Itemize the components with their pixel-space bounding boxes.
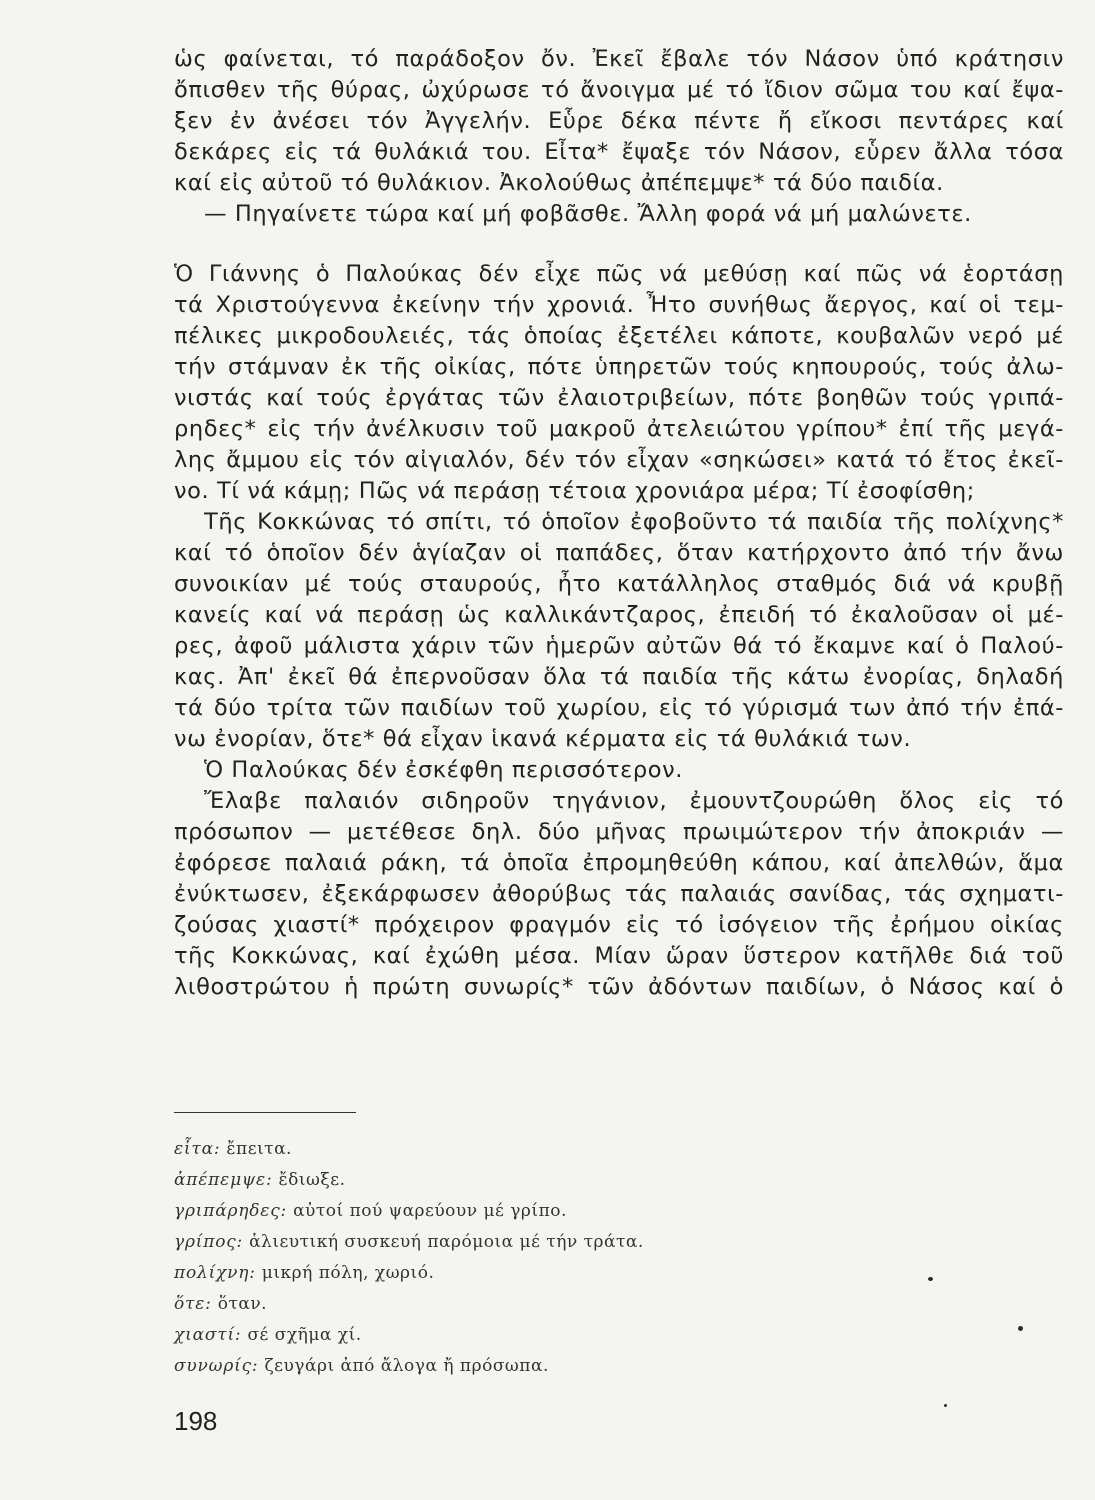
footnote-item — [174, 1320, 874, 1351]
footnote-definition: ἔδιωξε. — [278, 1170, 346, 1190]
footnote-definition: αὐτοί πού ψαρεύουν μέ γρίπο. — [293, 1201, 567, 1221]
text-line: ὄπισθεν τῆς θύρας, ὠχύρωσε τό ἄνοιγμα μέ τό ἴδιον σῶμα του καί ἔψα- — [174, 77, 1064, 103]
footnote-definition: μικρή πόλη, χωριό. — [261, 1263, 435, 1283]
text-line: λιθοστρώτου ἡ πρώτη συνωρίς* τῶν ἀδόντων παιδίων, ὁ Νάσος καί ὁ — [174, 974, 1064, 1000]
text-line: τῆς Κοκκώνας, καί ἐχώθη μέσα. Μίαν ὥραν ὕστερον κατῆλθε διά τοῦ — [174, 943, 1064, 969]
footnote-definition: ζευγάρι ἀπό ἄλογα ἤ πρόσωπα. — [264, 1356, 549, 1376]
footnote-term: πολίχνη: — [174, 1263, 256, 1283]
footnote-separator — [174, 1112, 356, 1113]
footnote-term: γριπάρηδες: — [174, 1201, 288, 1221]
footnote-term: χιαστί: — [174, 1325, 242, 1345]
text-line: ἐνύκτωσεν, ἐξεκάρφωσεν ἀθορύβως τάς παλαιάς σανίδας, τάς σχηματι- — [174, 881, 1064, 907]
scan-speck — [1018, 1326, 1023, 1331]
text-line: πρόσωπον — μετέθεσε δηλ. δύο μῆνας πρωιμώτερον τήν ἀποκριάν — — [174, 819, 1064, 845]
paragraph-4 — [174, 755, 1064, 786]
text-line: Τῆς Κοκκώνας τό σπίτι, τό ὁποῖον ἐφοβοῦντο τά παιδία τῆς πολίχνης* — [204, 509, 1064, 535]
footnote-item — [174, 1196, 874, 1227]
text-line: καί εἰς αὐτοῦ τό θυλάκιον. Ἀκολούθως ἀπέπεμψε* τά δύο παιδία. — [174, 170, 944, 196]
text-line: νο. Τί νά κάμῃ; Πῶς νά περάσῃ τέτοια χρονιάρα μέρα; Τί ἐσοφίσθη; — [174, 478, 975, 504]
footnote-term: γρίπος: — [174, 1232, 244, 1252]
text-line: — Πηγαίνετε τώρα καί μή φοβᾶσθε. Ἄλλη φορά νά μή μαλώνετε. — [204, 201, 972, 227]
text-line: κας. Ἀπ' ἐκεῖ θά ἐπερνοῦσαν ὅλα τά παιδία τῆς κάτω ἐνορίας, δηλαδή — [174, 664, 1064, 690]
text-line: ξεν ἐν ἀνέσει τόν Ἀγγελήν. Εὗρε δέκα πέντε ἤ εἴκοσι πεντάρες καί — [174, 108, 1064, 134]
footnote-item — [174, 1289, 874, 1320]
footnote-item — [174, 1258, 874, 1289]
footnote-item — [174, 1227, 874, 1258]
text-line: πέλικες μικροδουλειές, τάς ὁποίας ἐξετέλει κάποτε, κουβαλῶν νερό μέ — [174, 323, 1064, 349]
text-line: ρες, ἀφοῦ μάλιστα χάριν τῶν ἡμερῶν αὐτῶν θά τό ἔκαμνε καί ὁ Παλού- — [174, 633, 1064, 659]
paragraph-1 — [174, 44, 1064, 230]
text-line: ζούσας χιαστί* πρόχειρον φραγμόν εἰς τό ἰσόγειον τῆς ἐρήμου οἰκίας — [174, 912, 1064, 938]
page-number: 198 — [174, 1406, 218, 1436]
paragraph-5 — [174, 786, 1064, 1003]
text-line: λης ἄμμου εἰς τόν αἰγιαλόν, δέν τόν εἶχαν «σηκώσει» κατά τό ἔτος ἐκεῖ- — [174, 447, 1064, 473]
footnote-item — [174, 1134, 874, 1165]
paragraph-3 — [174, 507, 1064, 755]
text-line: ρηδες* εἰς τήν ἀνέλκυσιν τοῦ μακροῦ ἀτελειώτου γρίπου* ἐπί τῆς μεγά- — [174, 416, 1064, 442]
text-line: νιστάς καί τούς ἐργάτας τῶν ἐλαιοτριβείων, πότε βοηθῶν τούς γριπά- — [174, 385, 1064, 411]
text-line: κανείς καί νά περάσῃ ὡς καλλικάντζαρος, ἐπειδή τό ἐκαλοῦσαν οἱ μέ- — [174, 602, 1064, 628]
text-line: Ἔλαβε παλαιόν σιδηροῦν τηγάνιον, ἐμουντζουρώθη ὅλος εἰς τό — [204, 788, 1064, 814]
text-line: ἐφόρεσε παλαιά ράκη, τά ὁποῖα ἐπρομηθεύθη κάπου, καί ἀπελθών, ἅμα — [174, 850, 1064, 876]
footnotes — [174, 1134, 874, 1382]
text-line: ὡς φαίνεται, τό παράδοξον ὄν. Ἐκεῖ ἔβαλε τόν Νάσον ὑπό κράτησιν — [174, 46, 1064, 72]
footnote-term: εἶτα: — [174, 1139, 221, 1159]
footnote-term: ἀπέπεμψε: — [174, 1170, 273, 1190]
footnote-term: συνωρίς: — [174, 1356, 259, 1376]
footnote-item — [174, 1165, 874, 1196]
footnote-definition: ἁλιευτική συσκευή παρόμοια μέ τήν τράτα. — [249, 1232, 644, 1252]
text-line: τά δύο τρίτα τῶν παιδίων τοῦ χωρίου, εἰς τό γύρισμά των ἀπό τήν ἐπά- — [174, 695, 1064, 721]
text-line: Ὁ Γιάννης ὁ Παλούκας δέν εἶχε πῶς νά μεθύσῃ καί πῶς νά ἑορτάσῃ — [174, 261, 1064, 287]
text-line: τήν στάμναν ἐκ τῆς οἰκίας, πότε ὑπηρετῶν τούς κηπουρούς, τούς ἀλω- — [174, 354, 1064, 380]
paragraph-2 — [174, 259, 1064, 507]
text-line: καί τό ὁποῖον δέν ἁγίαζαν οἱ παπάδες, ὅταν κατήρχοντο ἀπό τήν ἄνω — [174, 540, 1064, 566]
text-line: τά Χριστούγεννα ἐκείνην τήν χρονιά. Ἦτο συνήθως ἄεργος, καί οἱ τεμ- — [174, 292, 1064, 318]
text-line: νω ἐνορίαν, ὅτε* θά εἶχαν ἱκανά κέρματα εἰς τά θυλάκιά των. — [174, 726, 912, 752]
footnote-term: ὅτε: — [174, 1294, 212, 1314]
footnote-definition: ὅταν. — [217, 1294, 268, 1314]
footnote-definition: σέ σχῆμα χί. — [247, 1325, 362, 1345]
text-line: Ὁ Παλούκας δέν ἐσκέφθη περισσότερον. — [204, 757, 684, 783]
text-line: συνοικίαν μέ τούς σταυρούς, ἦτο κατάλληλος σταθμός διά νά κρυβῇ — [174, 571, 1064, 597]
footnote-item — [174, 1351, 874, 1382]
text-line: δεκάρες εἰς τά θυλάκιά του. Εἶτα* ἔψαξε τόν Νάσον, εὗρεν ἄλλα τόσα — [174, 139, 1064, 165]
main-text — [174, 44, 1064, 1003]
scan-speck — [928, 1277, 933, 1281]
footnote-definition: ἔπειτα. — [226, 1139, 292, 1159]
scan-speck — [944, 1404, 947, 1407]
